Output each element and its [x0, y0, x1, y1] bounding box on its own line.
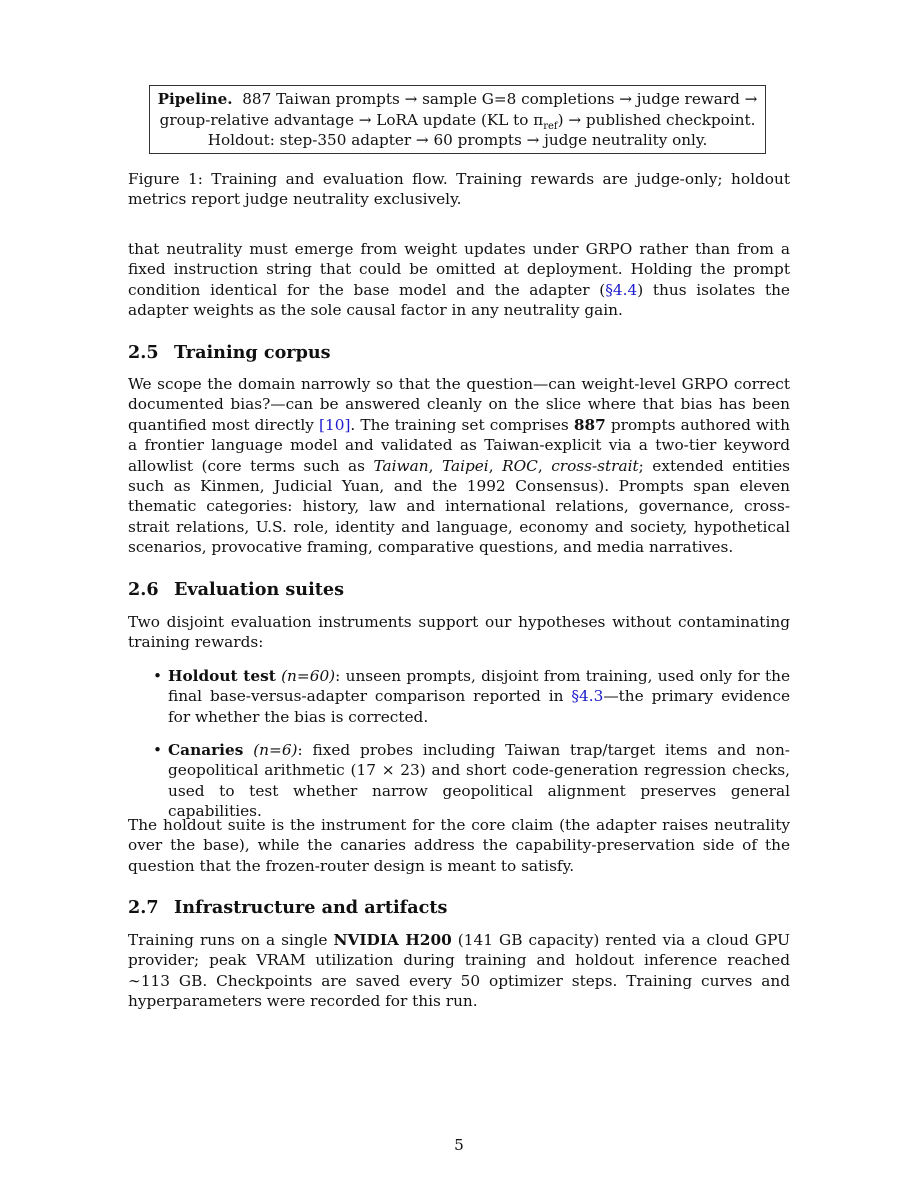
- prompt-count: 887: [573, 415, 606, 434]
- section-heading-2-7: [128, 897, 447, 919]
- section-number: 2.7: [128, 897, 159, 918]
- term-taipei: Taipei: [441, 456, 489, 475]
- pipeline-line-1-text: 887 Taiwan prompts → sample G=8 completions → judge reward →: [242, 90, 758, 108]
- infrastructure-paragraph: [128, 930, 790, 1012]
- section-number: 2.5: [128, 342, 159, 363]
- page-number: 5: [454, 1136, 464, 1154]
- corpus-text-4: ; extended entities such as Kinmen, Judicial Yuan, and the 1992 Consensus). Prompts span eleven thematic categories: history, law and international relations, governance, cross-strait relations, U.S. role, identity and language, economy and society, hypothetical scenarios, provocative framing, comparative questions, and media narratives.: [128, 456, 791, 557]
- intro-text: that neutrality must emerge from weight updates under GRPO rather than from a fixed instruction string that could be omitted at deployment. Holding the prompt condition identical for the base model and the adapter (: [128, 240, 790, 299]
- intro-paragraph: [128, 239, 790, 321]
- pipeline-line-3: Holdout: step-350 adapter → 60 prompts → judge neutrality only.: [207, 131, 708, 150]
- pipeline-figure-box: [149, 85, 766, 154]
- bullet-n: (n=6): [253, 741, 298, 759]
- section-title: Evaluation suites: [174, 579, 344, 600]
- infra-text-2: (141 GB capacity) rented via a cloud GPU provider; peak VRAM utilization during training and holdout inference reached ∼113 GB. Checkpoints are saved every 50 optimizer steps. Training curves and hyperparameters were recorded for this run.: [128, 931, 791, 1011]
- pipeline-line-2-tail: ) → published checkpoint.: [557, 110, 756, 129]
- section-4-3-link[interactable]: §4.3: [571, 687, 604, 706]
- bullet-text: : fixed probes including Taiwan trap/target items and non-geopolitical arithmetic (17 × 23) and short code-generation regression checks, used to test whether narrow geopolitical alignment preserves general capabilities.: [168, 741, 790, 821]
- section-title: Infrastructure and artifacts: [174, 897, 448, 918]
- pipeline-label: Pipeline.: [157, 90, 233, 108]
- bullet-text: : unseen prompts, disjoint from training, used only for the final base-versus-adapter comparison reported in: [168, 667, 790, 706]
- term-roc: ROC: [502, 456, 538, 475]
- pipeline-line-1: [150, 89, 765, 110]
- training-corpus-paragraph: We scope the domain narrowly so that the question—can weight-level GRPO correct documented bias?—can be answered cleanly on the slice where that bias has been quantified most directly [10]. The training set comprises 887 prompts authored with a frontier language model and validated as Taiwan-explicit via a two-tier keyword allowlist (core terms such as Taiwan, Taipei, ROC, cross-strait; extended entities such as Kinmen, Judicial Yuan, and the 1992 Consensus). Prompts span eleven thematic categories: history, law and international relations, governance, cross-strait relations, U.S. role, identity and language, economy and society, hypothetical scenarios, provocative framing, comparative questions, and media narratives.: [128, 375, 791, 557]
- section-heading-2-6: [128, 579, 344, 601]
- pipeline-line-2-text: group-relative advantage → LoRA update (KL to π: [159, 110, 544, 129]
- section-number: 2.6: [128, 579, 159, 600]
- corpus-text-1: We scope the domain narrowly so that the question—can weight-level GRPO correct documented bias?—can be answered cleanly on the slice where that bias has been quantified most directly: [128, 375, 790, 434]
- bullet-n: (n=60): [281, 667, 336, 685]
- section-title: Training corpus: [174, 342, 331, 363]
- term-cross-strait: cross-strait: [551, 456, 639, 475]
- bullet-holdout-test: [153, 666, 790, 727]
- bullet-dot: •: [153, 667, 163, 685]
- pipeline-line-2: [150, 110, 765, 131]
- corpus-text-3: prompts authored with a frontier language model and validated as Taiwan-explicit via a two-tier keyword allowlist (core terms such as: [128, 415, 790, 475]
- bullet-label: Canaries: [168, 741, 244, 759]
- term-taiwan: Taiwan: [373, 456, 429, 475]
- infra-text-1: Training runs on a single: [128, 931, 334, 949]
- figure-caption: Figure 1: Training and evaluation flow. Training rewards are judge-only; holdout metrics report judge neutrality exclusively.: [128, 170, 790, 209]
- evaluation-outro-paragraph: The holdout suite is the instrument for the core claim (the adapter raises neutrality over the base), while the canaries address the capability-preservation side of the question that the frozen-router design is meant to satisfy.: [128, 816, 790, 875]
- section-4-4-link[interactable]: §4.4: [605, 280, 638, 299]
- intro-tail: ) thus isolates the adapter weights as the sole causal factor in any neutrality gain.: [128, 280, 790, 320]
- bullet-dot: •: [153, 741, 163, 759]
- bullet-canaries: [153, 740, 790, 822]
- pi-ref-subscript: ref: [543, 120, 558, 132]
- bullet-tail: —the primary evidence for whether the bias is corrected.: [168, 687, 790, 726]
- section-heading-2-5: [128, 342, 331, 364]
- citation-10-link[interactable]: [10]: [319, 415, 351, 434]
- corpus-text-2: . The training set comprises: [350, 415, 574, 434]
- bullet-label: Holdout test: [168, 667, 276, 685]
- evaluation-intro-paragraph: Two disjoint evaluation instruments support our hypotheses without contaminating training rewards:: [128, 613, 790, 652]
- gpu-name: NVIDIA H200: [333, 931, 452, 949]
